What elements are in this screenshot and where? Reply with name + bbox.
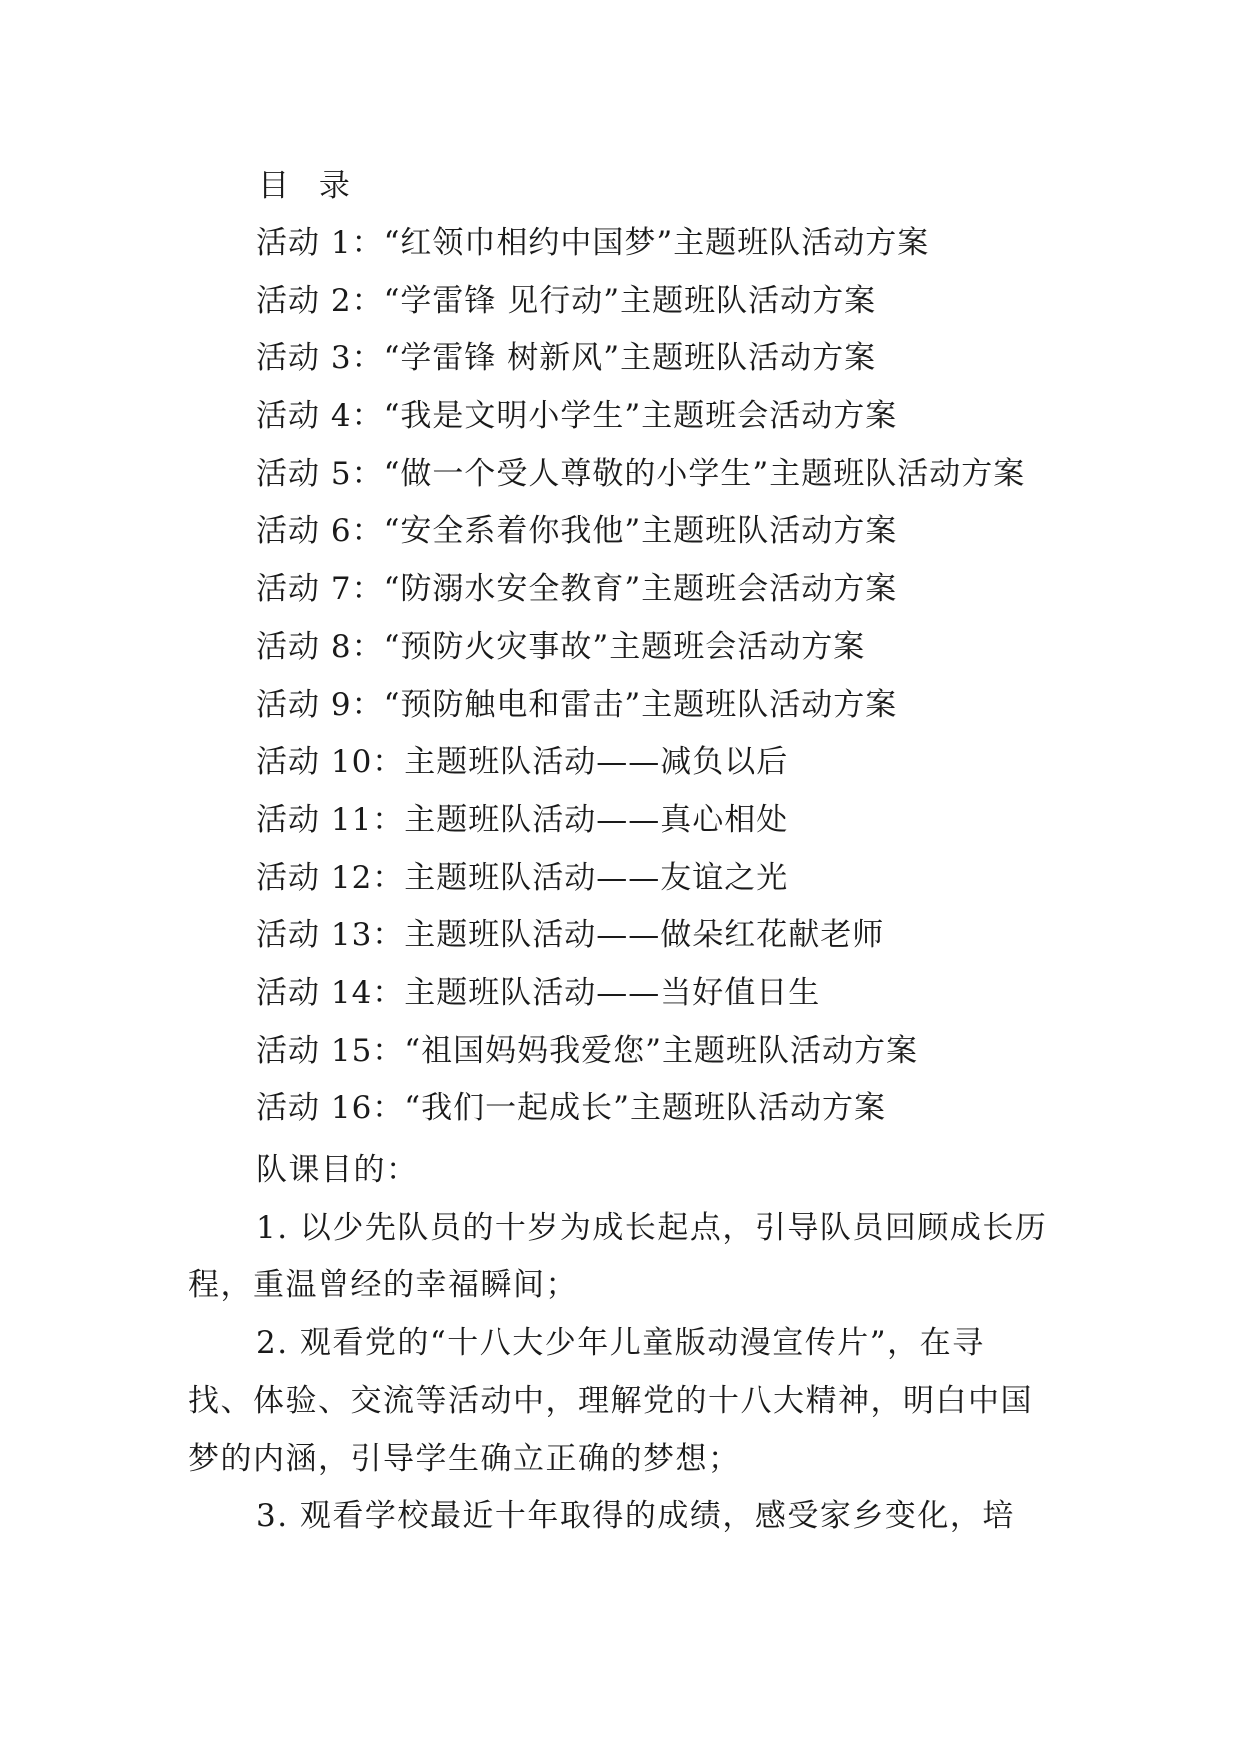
toc-item: 活动 11：主题班队活动——真心相处 bbox=[256, 801, 789, 838]
toc-item: 活动 9：“预防触电和雷击”主题班队活动方案 bbox=[256, 686, 898, 723]
toc-item: 活动 1：“红领巾相约中国梦”主题班队活动方案 bbox=[256, 225, 930, 261]
paragraph: 1. 以少先队员的十岁为成长起点，引导队员回顾成长历程，重温曾经的幸福瞬间； bbox=[188, 1209, 1048, 1304]
toc-item: 活动 5：“做一个受人尊敬的小学生”主题班队活动方案 bbox=[256, 455, 1026, 492]
toc-item: 活动 10：主题班队活动——减负以后 bbox=[256, 744, 789, 781]
toc-item: 活动 6：“安全系着你我他”主题班队活动方案 bbox=[256, 513, 898, 550]
toc-item: 活动 2：“学雷锋 见行动”主题班队活动方案 bbox=[256, 282, 877, 319]
toc-item: 活动 3：“学雷锋 树新风”主题班队活动方案 bbox=[256, 340, 877, 377]
section-heading: 队课目的： bbox=[256, 1152, 419, 1188]
toc-item: 活动 12：主题班队活动——友谊之光 bbox=[256, 859, 789, 896]
toc-item: 活动 8：“预防火灾事故”主题班会活动方案 bbox=[256, 628, 866, 665]
body-text bbox=[188, 1142, 1048, 1546]
toc-item: 活动 14：主题班队活动——当好值日生 bbox=[256, 974, 821, 1011]
toc-item: 活动 4：“我是文明小学生”主题班会活动方案 bbox=[256, 398, 898, 435]
toc-item: 活动 13：主题班队活动——做朵红花献老师 bbox=[256, 917, 885, 954]
toc-title: 目 录 bbox=[258, 168, 360, 204]
toc-list bbox=[256, 220, 1025, 1143]
toc-item: 活动 7：“防溺水安全教育”主题班会活动方案 bbox=[256, 571, 898, 608]
toc-item: 活动 16：“我们一起成长”主题班队活动方案 bbox=[256, 1090, 886, 1127]
paragraph: 3. 观看学校最近十年取得的成绩，感受家乡变化，培 bbox=[256, 1498, 1015, 1535]
paragraph: 2. 观看党的“十八大少年儿童版动漫宣传片”，在寻找、体验、交流等活动中，理解党的十八大精神，明白中国梦的内涵，引导学生确立正确的梦想； bbox=[188, 1325, 1033, 1477]
toc-item: 活动 15：“祖国妈妈我爱您”主题班队活动方案 bbox=[256, 1032, 918, 1069]
